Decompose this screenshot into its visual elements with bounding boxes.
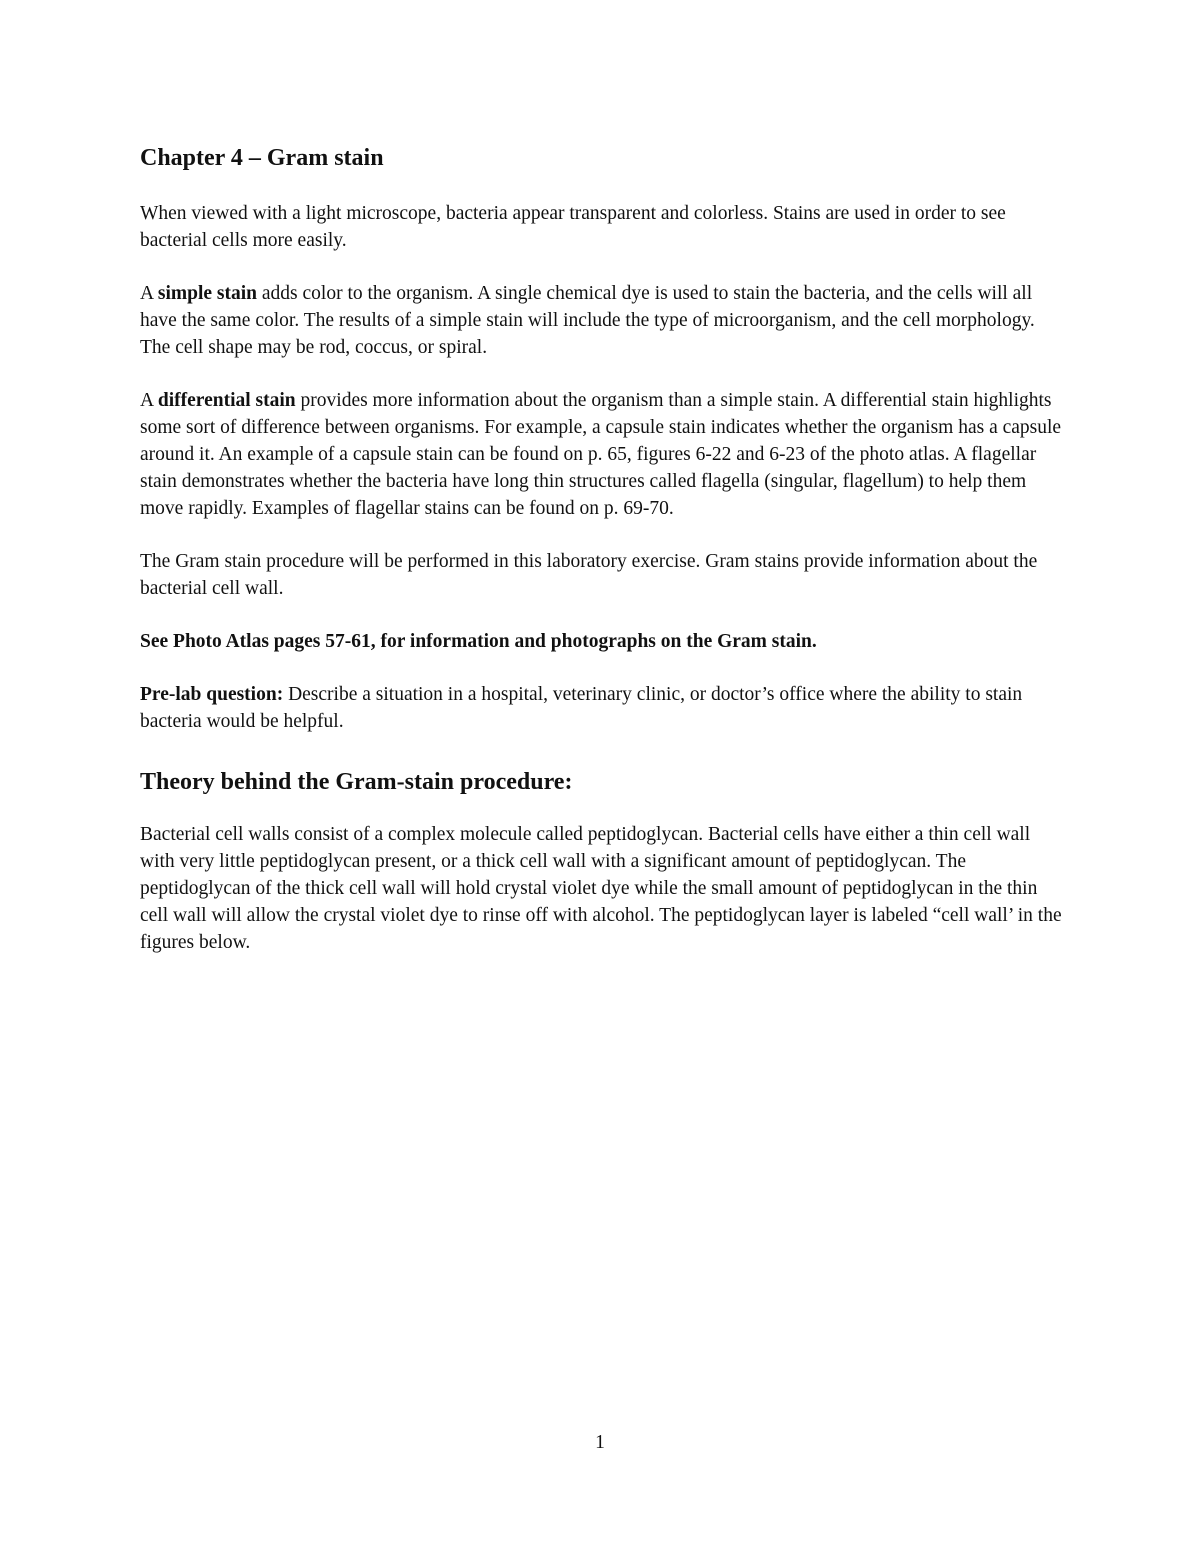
differential-stain-body: provides more information about the organism than a simple stain. A differential stain highlights some sort of difference between organisms. For example, a capsule stain indicates whether the organism has a capsule around it. An example of a capsule stain can be found on p. 65, figures 6-22 and 6-23 of the photo atlas. A flagellar stain demonstrates whether the bacteria have long thin structures called flagella (singular, flagellum) to help them move rapidly. Examples of flagellar stains can be found on p. 69-70.	[140, 390, 1062, 519]
theory-paragraph: Bacterial cell walls consist of a complex molecule called peptidoglycan. Bacterial cells have either a thin cell wall with very little peptidoglycan present, or a thick cell wall with a significant amount of peptidoglycan. The peptidoglycan of the thick cell wall will hold crystal violet dye while the small amount of peptidoglycan in the thin cell wall will allow the crystal violet dye to rinse off with alcohol. The peptidoglycan layer is labeled “cell wall’ in the figures below.	[140, 824, 1062, 953]
differential-stain-paragraph	[140, 387, 1065, 522]
intro-paragraph: When viewed with a light microscope, bacteria appear transparent and colorless. Stains are used in order to see bacterial cells more easily.	[140, 203, 1006, 251]
prelab-body: Describe a situation in a hospital, veterinary clinic, or doctor’s office where the ability to stain bacteria would be helpful.	[140, 684, 1023, 732]
simple-stain-lead: A	[140, 283, 158, 304]
photo-atlas-note: See Photo Atlas pages 57-61, for information and photographs on the Gram stain.	[140, 631, 817, 652]
page-content	[140, 140, 1065, 982]
differential-stain-term: differential stain	[157, 390, 296, 411]
simple-stain-paragraph	[140, 280, 1065, 361]
gram-procedure-paragraph: The Gram stain procedure will be performed in this laboratory exercise. Gram stains provide information about the bacterial cell wall.	[140, 551, 1038, 599]
simple-stain-body: adds color to the organism. A single chemical dye is used to stain the bacteria, and the cells will all have the same color. The results of a simple stain will include the type of microorganism, and the cell morphology. The cell shape may be rod, coccus, or spiral.	[140, 283, 1035, 358]
theory-heading: Theory behind the Gram-stain procedure:	[140, 769, 573, 795]
differential-stain-lead: A	[140, 390, 158, 411]
simple-stain-term: simple stain	[157, 283, 258, 304]
prelab-paragraph	[140, 681, 1065, 735]
prelab-label: Pre-lab question:	[140, 684, 284, 705]
page-number: 1	[595, 1432, 605, 1453]
chapter-title: Chapter 4 – Gram stain	[140, 145, 384, 171]
